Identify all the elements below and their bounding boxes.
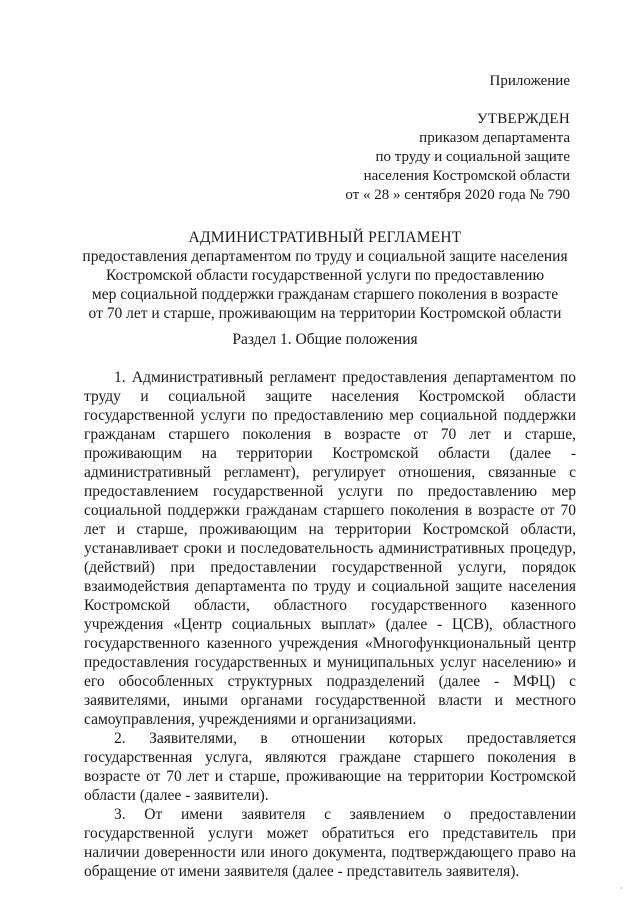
approval-line-3: населения Костромской области xyxy=(363,168,570,184)
section-heading: Раздел 1. Общие положения xyxy=(232,331,418,348)
title-line-2: Костромской области государственной услуги по предоставлению xyxy=(105,267,545,284)
title-line-3: мер социальной поддержки гражданам старшего поколения в возрасте xyxy=(91,286,559,303)
appendix-label: Приложение xyxy=(489,73,570,89)
document-title-block xyxy=(70,228,580,323)
title-line-1: предоставления департаментом по труду и социальной защите населения xyxy=(82,248,568,265)
approved-label: УТВЕРЖДЕН xyxy=(476,111,570,127)
document-body xyxy=(84,368,576,881)
approval-line-2: по труду и социальной защите xyxy=(375,149,570,165)
scan-speck: · xyxy=(620,884,623,893)
title-line-4: от 70 лет и старше, проживающим на территории Костромской области xyxy=(88,305,562,322)
approval-line-1: приказом департамента xyxy=(419,130,570,146)
paragraph-2: 2. Заявителями, в отношении которых предоставляется государственная услуга, являются граждане старшего поколения в возрасте от 70 лет и старше, проживающие на территории Костромской области (далее - заявители). xyxy=(84,730,576,804)
approval-order-date: от « 28 » сентября 2020 года № 790 xyxy=(345,187,570,203)
approval-block xyxy=(345,72,570,205)
document-title: АДМИНИСТРАТИВНЫЙ РЕГЛАМЕНТ xyxy=(188,229,462,246)
paragraph-3: 3. От имени заявителя с заявлением о предоставлении государственной услуги может обратиться его представитель при наличии доверенности или иного документа, подтверждающего право на обращение от имени заявителя (далее - представитель заявителя). xyxy=(84,806,576,880)
paragraph-1: 1. Административный регламент предоставления департаментом по труду и социальной защите населения Костромской области государственной услуги по предоставлению мер социальной поддержки гражданам старшего поколения в возрасте от 70 лет и старше, проживающим на территории Костромской области (далее - административный регламент), регулирует отношения, связанные с предоставлением государственной услуги по предоставлению мер социальной поддержки гражданам старшего поколения в возрасте от 70 лет и старше, проживающим на территории Костромской области, устанавливает сроки и последовательность административных процедур, (действий) при предоставлении государственной услуги, порядок взаимодействия департамента по труду и социальной защите населения Костромской области, областного государственного казенного учреждения «Центр социальных выплат» (далее - ЦСВ), областного государственного казенного учреждения «Многофункциональный центр предоставления государственных и муниципальных услуг населению» и его обособленных структурных подразделений (далее - МФЦ) с заявителями, иными органами государственной власти и местного самоуправления, учреждениями и организациями. xyxy=(84,369,576,728)
